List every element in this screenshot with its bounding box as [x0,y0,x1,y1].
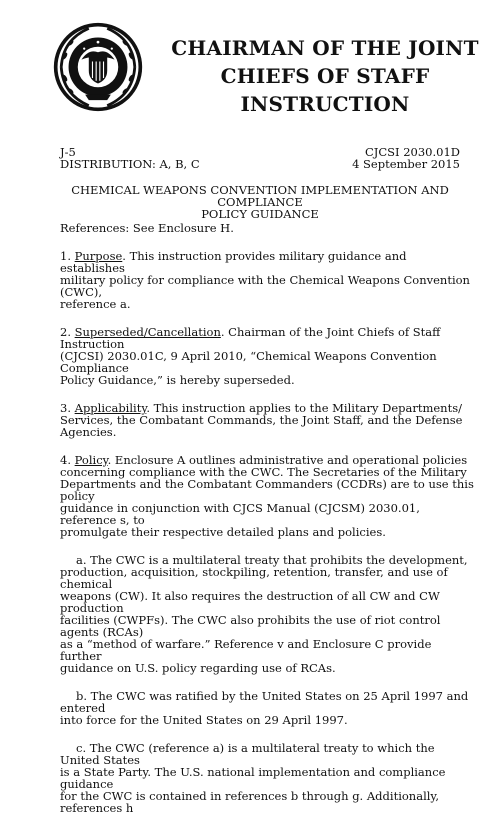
para-line: . Chairman of the Joint Chiefs of Staff Instruction [60,325,441,351]
para-line: a. The CWC is a multilateral treaty that prohibits the development, [76,553,468,567]
para-line: . Enclosure A outlines administrative and operational policies [107,453,468,467]
document-subject [60,184,460,220]
para-line: Departments and the Combatant Commanders (CCDRs) are to use this policy [60,477,474,503]
para-heading: Policy [74,453,108,467]
title-line-1: CHAIRMAN OF THE JOINT [171,36,479,60]
paragraph-purpose [60,250,475,310]
para-line: guidance on U.S. policy regarding use of RCAs. [60,661,336,675]
para-heading: Superseded/Cancellation [74,325,221,339]
para-line: reference a. [60,297,131,311]
subject-line-2: POLICY GUIDANCE [201,207,319,221]
paragraph-applicability [60,402,475,438]
para-heading: Purpose [74,249,123,263]
jcs-seal-icon [52,21,144,113]
document-meta [60,146,460,170]
para-line: b. The CWC was ratified by the United States on 25 April 1997 and entered [60,689,469,715]
para-line: into force for the United States on 29 April 1997. [60,713,348,727]
para-line: for the CWC is contained in references b through g. Additionally, references h [60,789,440,815]
para-number: 2. [60,325,75,339]
paragraph-policy [60,454,475,538]
para-line: (CJCSI) 2030.01C, 9 April 2010, “Chemical Weapons Convention Compliance [60,349,437,375]
subparagraph-a [60,554,475,674]
para-line: Policy Guidance,” is hereby superseded. [60,373,295,387]
para-line: as a “method of warfare.” Reference v and Enclosure C provide further [60,637,432,663]
para-number: 1. [60,249,75,263]
references: References: See Enclosure H. [60,221,234,235]
document-title [170,34,480,118]
para-line: c. The CWC (reference a) is a multilateral treaty to which the United States [60,741,435,767]
para-number: 3. [60,401,75,415]
title-line-3: INSTRUCTION [240,92,410,116]
title-line-2: CHIEFS OF STAFF [220,64,430,88]
para-line: weapons (CW). It also requires the destruction of all CW and CW production [60,589,440,615]
paragraph-superseded [60,326,475,386]
para-number: 4. [60,453,75,467]
subparagraph-b [60,690,475,726]
document-body [60,222,475,830]
para-line: Services, the Combatant Commands, the Joint Staff, and the Defense Agencies. [60,413,463,439]
distribution: DISTRIBUTION: A, B, C [60,157,200,171]
subject-line-1: CHEMICAL WEAPONS CONVENTION IMPLEMENTATION AND COMPLIANCE [71,183,449,209]
para-line: facilities (CWPFs). The CWC also prohibits the use of riot control agents (RCAs) [60,613,441,639]
para-line: is a State Party. The U.S. national implementation and compliance guidance [60,765,446,791]
para-line: production, acquisition, stockpiling, retention, transfer, and use of chemical [60,565,448,591]
office-code: J-5 [60,145,76,159]
para-line: . This instruction provides military guidance and establishes [60,249,407,275]
para-line: promulgate their respective detailed plans and policies. [60,525,386,539]
para-heading: Applicability [74,401,147,415]
doc-date: 4 September 2015 [352,157,460,171]
doc-number: CJCSI 2030.01D [364,145,460,159]
para-line: military policy for compliance with the Chemical Weapons Convention (CWC), [60,273,470,299]
para-line: . This instruction applies to the Military Departments/ [146,401,462,415]
subparagraph-c [60,742,475,814]
para-line: concerning compliance with the CWC. The Secretaries of the Military [60,465,467,479]
para-line: guidance in conjunction with CJCS Manual (CJCSM) 2030.01, reference s, to [60,501,420,527]
